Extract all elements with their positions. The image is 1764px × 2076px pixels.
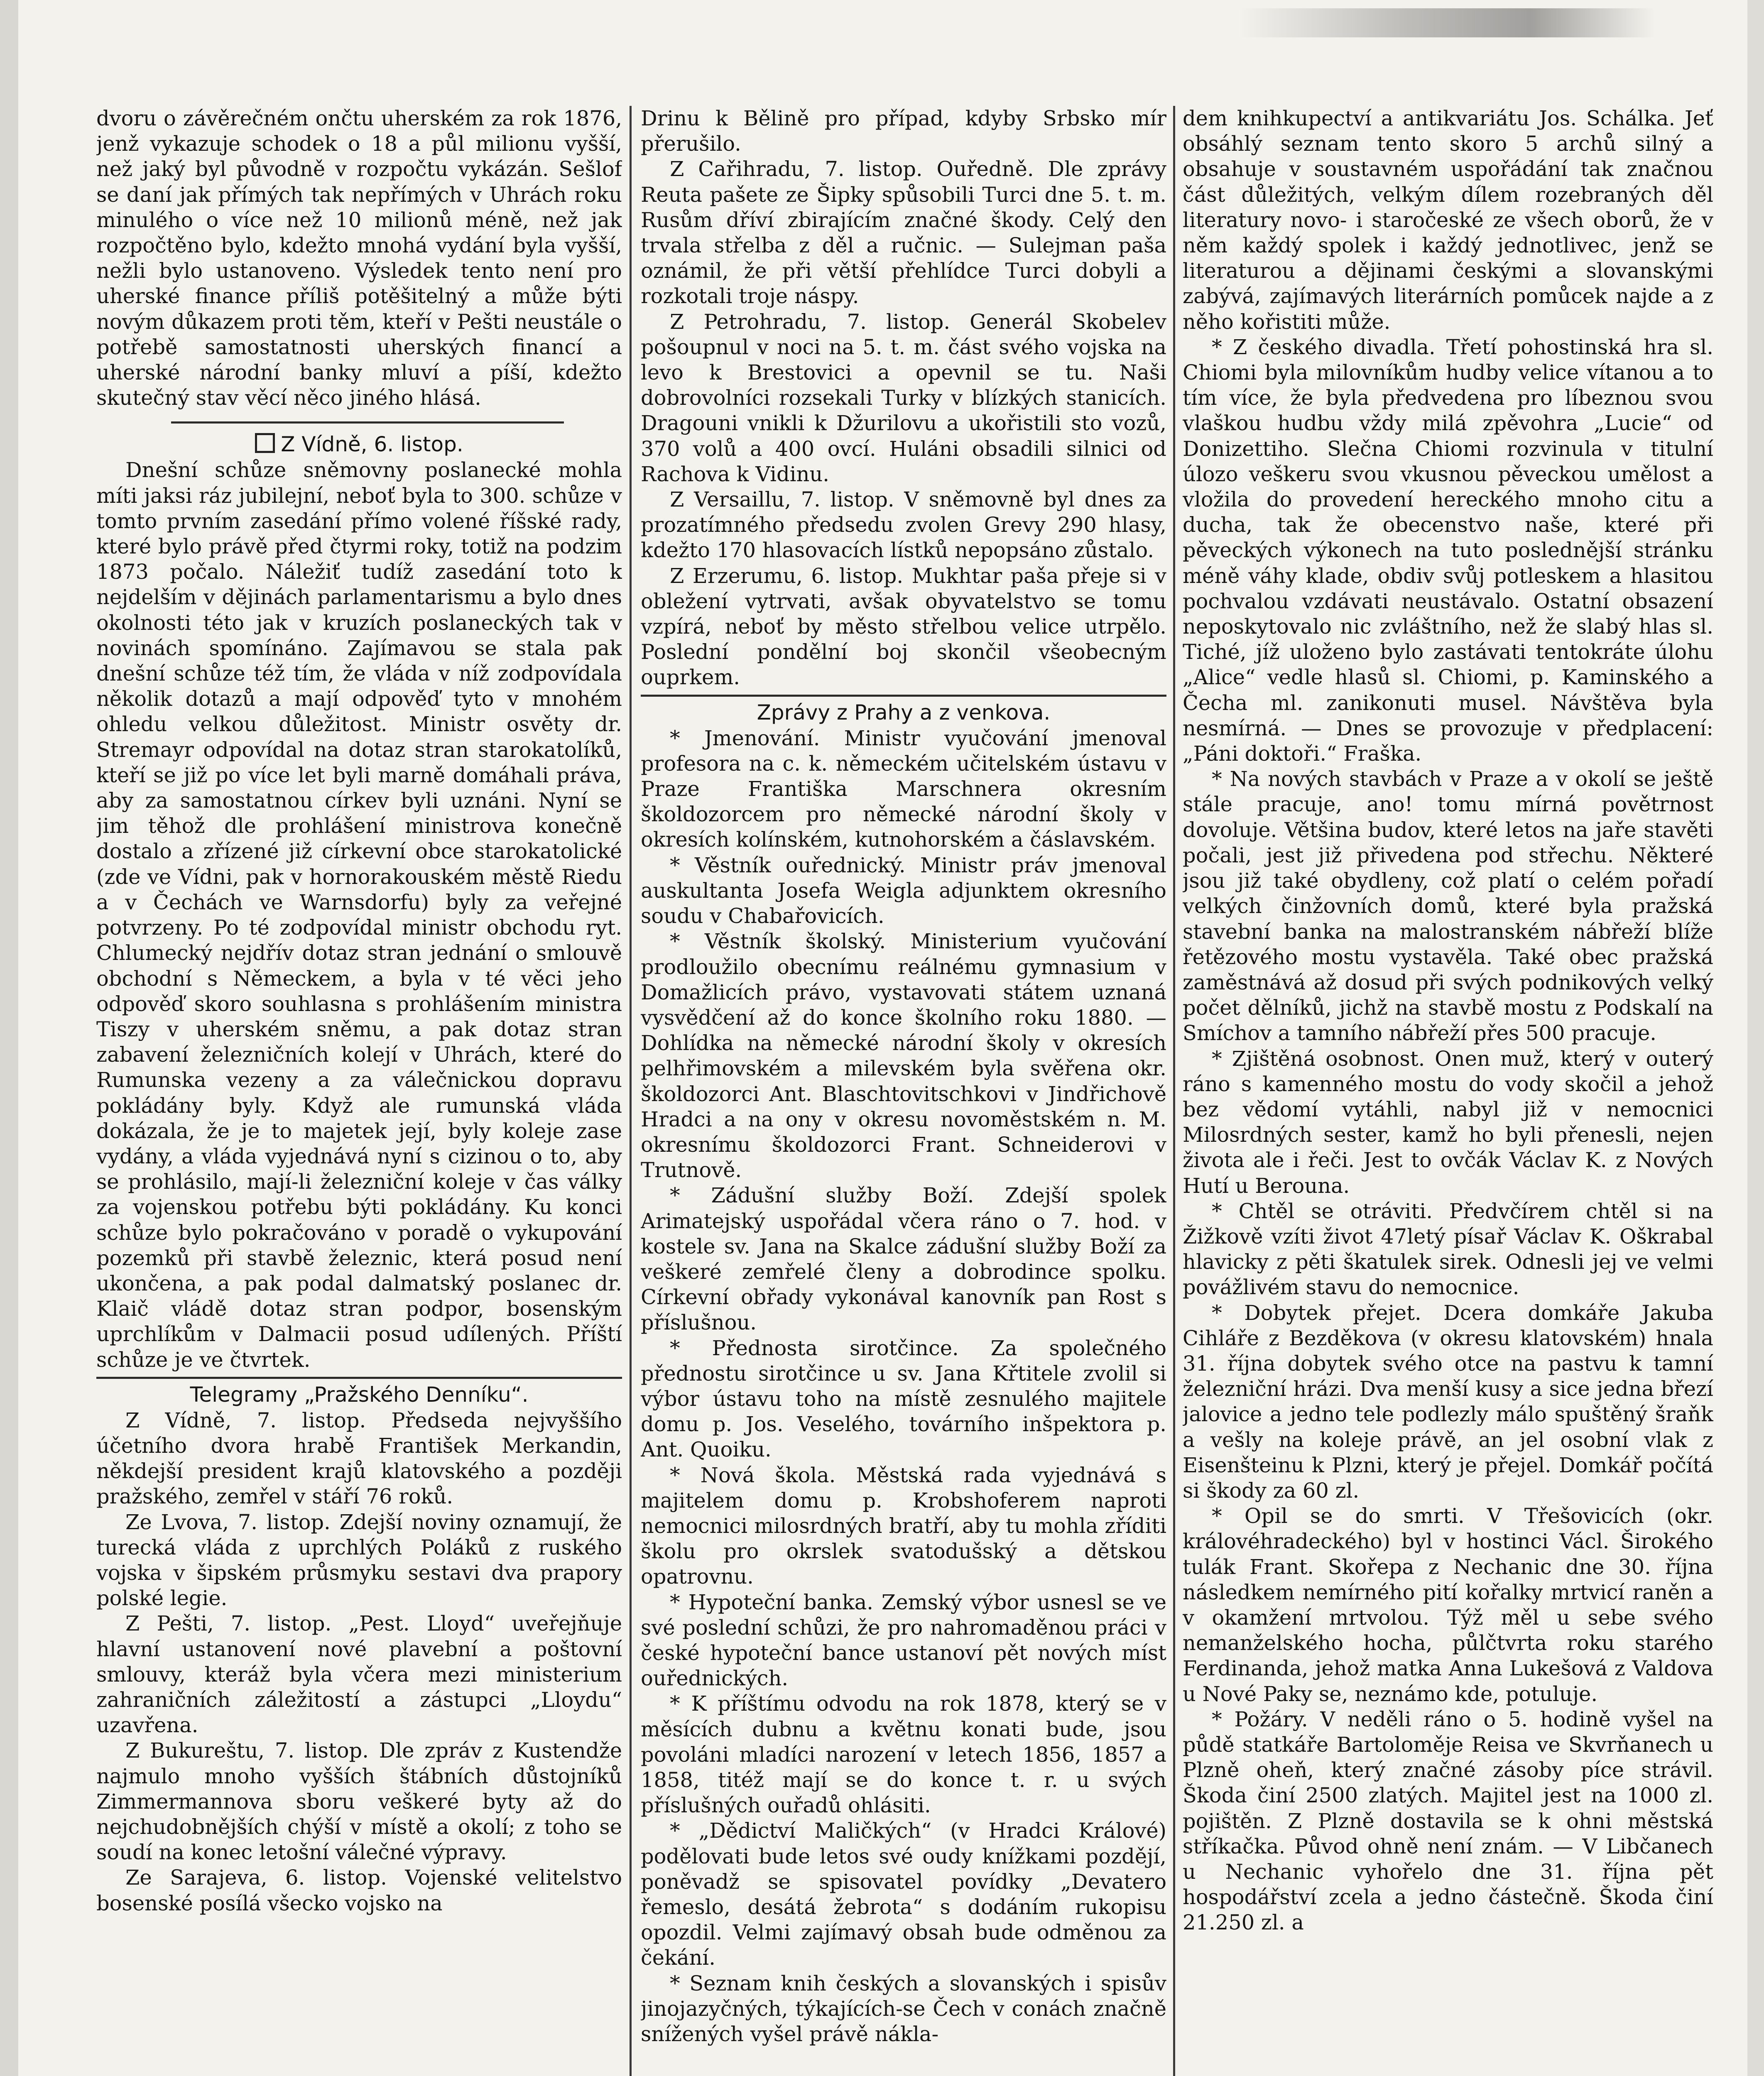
news-item: * Chtěl se otráviti. Předvčírem chtěl si na Žižkově vzíti život 47letý písař Václav K. Oškrabal hlavicky z pěti škatulek sirek. Odnesli jej ve velmi povážlivém stavu do nemocnice. — [1183, 1199, 1713, 1300]
separator-rule — [641, 695, 1166, 697]
telegram-heading: Telegramy „Pražského Denníku“. — [190, 1382, 529, 1407]
news-item: Z Cařihradu, 7. listop. Ouředně. Dle zprávy Reuta pašete ze Šipky spůsobili Turci dne 5. t. m. Rusům dříví zbirajícím značné škody. Celý den trvala střelba z děl a ručnic. — Sulejman paša oznámil, že při větší přehlídce Turci dobyli a rozkotali troje náspy. — [641, 157, 1166, 308]
separator-rule — [171, 421, 564, 424]
news-item: Ze Lvova, 7. listop. Zdejší noviny oznamují, že turecká vláda z uprchlých Poláků z ruského vojska v šipském průsmyku sestavi dva prapory polské legie. — [96, 1510, 622, 1611]
news-item: * Nová škola. Městská rada vyjednává s majitelem domu p. Krobshoferem naproti nemocnici milosrdných bratří, aby tu mohla zříditi školu pro okrslek svatodušský a dětskou opatrovnu. — [641, 1463, 1166, 1589]
column-2 — [641, 106, 1166, 2076]
news-item: Z Petrohradu, 7. listop. Generál Skobelev pošoupnul v noci na 5. t. m. část svého vojska na levo k Brestovici a opevnil se tu. Naši dobrovolníci rozsekali Turky v blízkých stanicích. Dragouni vnikli k Džurilovu a ukořistili sto vozů, 370 volů a 400 ovcí. Huláni obsadili silnici od Rachova k Vidinu. — [641, 309, 1166, 486]
column-1 — [96, 106, 622, 2076]
news-item: Ze Sarajeva, 6. listop. Vojenské velitelstvo bosenské posílá všecko vojsko na — [96, 1865, 622, 1915]
news-item: * K příštímu odvodu na rok 1878, který se v měsících dubnu a květnu konati bude, jsou povoláni mladíci narození v letech 1856, 1857 a 1858, titéž mají se do konce t. r. u svých příslušných ouřadů ohlásiti. — [641, 1692, 1166, 1818]
section-heading: Zprávy z Prahy a z venkova. — [757, 700, 1051, 725]
news-item: Z Vídně, 7. listop. Předseda nejvyššího účetního dvora hrabě František Merkandin, někdejší president krajů klatovského a později pražského, zemřel v stáří 76 roků. — [96, 1408, 622, 1509]
news-item: * Opil se do smrti. V Třešovicích (okr. královéhradeckého) byl v hostinci Václ. Širokého tulák Frant. Skořepa z Nechanic dne 30. října následkem nemírného pití kořalky mrtvicí raněn a v okamžení mrtvolou. Týž měl u sebe svého nemanželského hocha, půlčtvrta roku starého Ferdinanda, jehož matka Anna Lukešová z Valdova u Nové Paky se, neznámo kde, potuluje. — [1183, 1504, 1713, 1706]
news-item: Z Pešti, 7. listop. „Pest. Lloyd“ uveřejňuje hlavní ustanovení nové plavební a poštovní smlouvy, kteráž byla včera mezi ministerium zahraničních záležitostí a zástupci „Lloydu“ uzavřena. — [96, 1611, 622, 1738]
news-item: * Věstník školský. Ministerium vyučování prodloužilo obecnímu reálnému gymnasium v Domažlicích právo, vystavovati státem uznaná vysvědčení až do konce školního roku 1880. — Dohlídka na německé národní školy v okresích pelhřimovském a milevském byla svěřena okr. školdozorci Ant. Blaschtovitschkovi v Jindřichově Hradci a na ony v okresu novoměstském n. M. okresnímu školdozorci Frant. Schneiderovi v Trutnově. — [641, 929, 1166, 1182]
article-text: Dnešní schůze sněmovny poslanecké mohla míti jaksi ráz jubilejní, neboť byla to 300. schůze v tomto prvním zasedání přímo volené říšské rady, které bylo právě před čtyrmi roky, totiž na podzim 1873 počalo. Náležiť tudíž zasedání toto k nejdelším v dějinách parlamentarismu a bylo dnes okolnosti této jak v kruzích poslaneckých tak v novinách spomínáno. Zajímavou se stala pak dnešní schůze též tím, že vláda v níž zodpovídala několik dotazů a mají odpověď tyto v mnohém ohledu velkou důležitost. Ministr osvěty dr. Stremayr odpovídal na dotaz stran starokatolíků, kteří se již po více let byli marně domáhali práva, aby za samostatnou církev byli uznáni. Nyní se jim těhož dle prohlášení ministrova konečně dostalo a zřízené již církevní obce starokatolické (zde ve Vídni, pak v hornorakouském městě Riedu a v Čechách ve Warnsdorfu) byly za veřejné potvrzeny. Po té zodpovídal ministr obchodu ryt. Chlumecký nejdřív dotaz stran jednání o smlouvě obchodní s Německem, a byla v té věci jeho odpověď skoro souhlasna s prohlášením ministra Tiszy v uherském sněmu, a pak dotaz stran zabavení železničních kolejí v Uhrách, které do Rumunska vezeny a za válečnickou dopravu pokládány byly. Když ale rumunská vláda dokázala, že je to majetek její, byly koleje zase vydány, a vláda vyjednává nyní s cizinou o to, aby se prohlásilo, mají-li železniční koleje v čas války za vojenskou potřebu býti pokládány. Ku konci schůze bylo pokračováno v poradě o vykupování pozemků při stavbě železnic, která posud není ukončena, a pak podal dalmatský poslanec dr. Klaič vládě dotaz stran podpor, bosenským uprchlíkům v Dalmacii posud udílených. Příští schůze je ve čtvrtek. — [96, 458, 622, 1372]
article-text: dvoru o závěrečném ončtu uherském za rok 1876, jenž vykazuje schodek o 18 a půl milionu vyšší, než jaký byl původně v rozpočtu vykázán. Sešlof se daní jak přímých tak nepřímých v Uhrách roku minulého o více než 10 milionů méně, než jak rozpočtěno bylo, kdežto mnohá vydání byla vyšší, nežli bylo ustanoveno. Výsledek tento není pro uherské finance příliš potěšitelný a může býti novým důkazem proti těm, kteří v Pešti neustále o potřebě samostatnosti uherských financí a uherské národní banky mluví a píší, kdežto skutečný stav věcí něco jiného hlásá. — [96, 106, 622, 410]
news-item: * Na nových stavbách v Praze a v okolí se ještě stále pracuje, ano! tomu mírná povětrnost dovoluje. Většina budov, které letos na jaře stavěti počali, jest již přivedena pod střechu. Některé jsou již také obydleny, což platí o celém pořadí velkých činžovních domů, které byla pražská stavební banka na malostranském nábřeží blíže řetězového mostu vystavěla. Také obec pražská zaměstnává až dosud při svých podnikových velký počet dělníků, jichž na stavbě mostu z Podskalí na Smíchov a tamního nábřeží přes 500 pracuje. — [1183, 767, 1713, 1045]
square-icon — [255, 433, 275, 453]
news-item: * Hypoteční banka. Zemský výbor usnesl se ve své poslední schůzi, že pro nahromaděnou práci v české hypoteční bance ustanoví pět nových míst ouřednických. — [641, 1590, 1166, 1691]
news-item: * Dobytek přejet. Dcera domkáře Jakuba Cihláře z Bezděkova (v okresu klatovském) hnala 31. října dobytek svého otce na pastvu k tamní železniční hrázi. Dva menší kusy a sice jedna březí jalovice a jedno tele podlezly málo spuštěný šraňk a vešly na koleje právě, an jel osobní vlak z Eisenšteinu k Plzni, který je přejel. Domkář počítá si škody za 60 zl. — [1183, 1300, 1713, 1503]
news-item: * Zádušní služby Boží. Zdejší spolek Arimatejský uspořádal včera ráno o 7. hod. v kostele sv. Jana na Skalce zádušní služby Boží za veškeré zemřelé členy a dobrodince spolku. Církevní obřady vykonával kanovník pan Rost s příslušnou. — [641, 1183, 1166, 1335]
news-item: * Požáry. V neděli ráno o 5. hodině vyšel na půdě statkáře Bartoloměje Reisa ve Skvrňanech u Plzně oheň, který značné zásoby píce strávil. Škoda činí 2500 zlatých. Majitel jest na 1000 zl. pojištěn. Z Plzně dostavila se k ohni městská stříkačka. Původ ohně není znám. — V Libčanech u Nechanic vyhořelo dne 31. října pět hospodářství zcela a jedno částečně. Škoda činí 21.250 zl. a — [1183, 1707, 1713, 1935]
news-item: * „Dědictví Maličkých“ (v Hradci Králové) podělovati bude letos své oudy knížkami pozdějí, poněvadž se spisovatel povídky „Devatero řemeslo, desátá žebrota“ s dodáním rukopisu opozdil. Velmi zajímavý obsah bude odměnou za čekání. — [641, 1819, 1166, 1970]
news-item: Drinu k Bělině pro případ, kdyby Srbsko mír přerušilo. — [641, 106, 1166, 156]
separator-rule — [96, 1377, 622, 1379]
section-heading: Z Vídně, 6. listop. — [96, 431, 622, 458]
column-rule-2 — [1173, 106, 1175, 2076]
news-item: Z Bukureštu, 7. listop. Dle zpráv z Kustendže najmulo mnoho vyšších štábních důstojníků Zimmermannova sboru veškeré byty až do nejchudobnějších chýší v místě a okolí; z toho se soudí na konec letošní válečné výpravy. — [96, 1738, 622, 1865]
news-item: * Jmenování. Ministr vyučování jmenoval profesora na c. k. německém učitelském ústavu v Praze Františka Marschnera okresním školdozorcem pro německé národní školy v okresích kolínském, kutnohorském a čáslavském. — [641, 726, 1166, 852]
news-item: Z Erzerumu, 6. listop. Mukhtar paša přeje si v obležení vytrvati, avšak obyvatelstvo se tomu vzpírá, neboť by město střelbou velice utrpělo. Poslední pondělní boj skončil všeobecným ouprkem. — [641, 563, 1166, 690]
news-item: * Přednosta sirotčince. Za společného přednostu sirotčince u sv. Jana Křtitele zvolil si výbor ústavu toho na místě zesnulého majitele domu p. Jos. Veselého, továrního inšpektora p. Ant. Quoiku. — [641, 1336, 1166, 1462]
column-3 — [1183, 106, 1713, 2076]
news-item: * Zjištěná osobnost. Onen muž, který v outerý ráno s kamenného mostu do vody skočil a jehož bez vědomí vytáhli, nabyl již v nemocnici Milosrdných sester, kamž ho byli přenesli, nejen života ale i řeči. Jest to ovčák Václav K. z Nových Hutí u Berouna. — [1183, 1046, 1713, 1198]
news-item: Z Versaillu, 7. listop. V sněmovně byl dnes za prozatímného předsedu zvolen Grevy 290 hlasy, kdežto 170 hlasovacích lístků nepopsáno zůstalo. — [641, 487, 1166, 563]
news-item: * Věstník ouřednický. Ministr práv jmenoval auskultanta Josefa Weigla adjunktem okresního soudu v Chabařovicích. — [641, 853, 1166, 928]
news-item: dem knihkupectví a antikvariátu Jos. Schálka. Jeť obsáhlý seznam tento skoro 5 archů silný a obsahuje v soustavném uspořádání tak značnou část důležitých, velkým dílem rozebraných děl literatury novo- i staročeské ze všech oborů, že v něm každý spolek i každý jednotlivec, jenž se literaturou a dějinami českými a slovanskými zabývá, zajímavých literárních pomůcek najde a z něho kořistiti může. — [1183, 106, 1713, 334]
scan-smudge — [1240, 8, 1655, 37]
news-item: * Seznam knih českých a slovanských i spisův jinojazyčných, týkajících-se Čech v conách značně snížených vyšel právě nákla- — [641, 1971, 1166, 2047]
news-item: * Z českého divadla. Třetí pohostinská hra sl. Chiomi byla milovníkům hudby velice vítanou a to tím více, že byla předvedena pro líbeznou svou vlaškou hudbu vždy milá zpěvohra „Lucie“ od Donizettiho. Slečna Chiomi rozvinula v titulní úlozo veškeru svou vkusnou pěveckou umělost a vložila do provedení hereckého mnoho citu a ducha, tak že obecenstvo naše, které při pěveckých výkonech na tuto poslednější stránku méně váhy klade, obdiv svůj potleskem a hlasitou pochvalou vzdávati neustávalo. Ostatní obsazení neposkytovalo nic zvláštního, než že slabý hlas sl. Tiché, jíž uloženo bylo zastávati tentokráte úlohu „Alice“ vedle hlasů sl. Chiomi, p. Kaminského a Čecha ml. zanikonuti musel. Návštěva byla nesmírná. — Dnes se provozuje v předplacení: „Páni doktoři.“ Fraška. — [1183, 335, 1713, 766]
column-rule-1 — [630, 106, 632, 2076]
